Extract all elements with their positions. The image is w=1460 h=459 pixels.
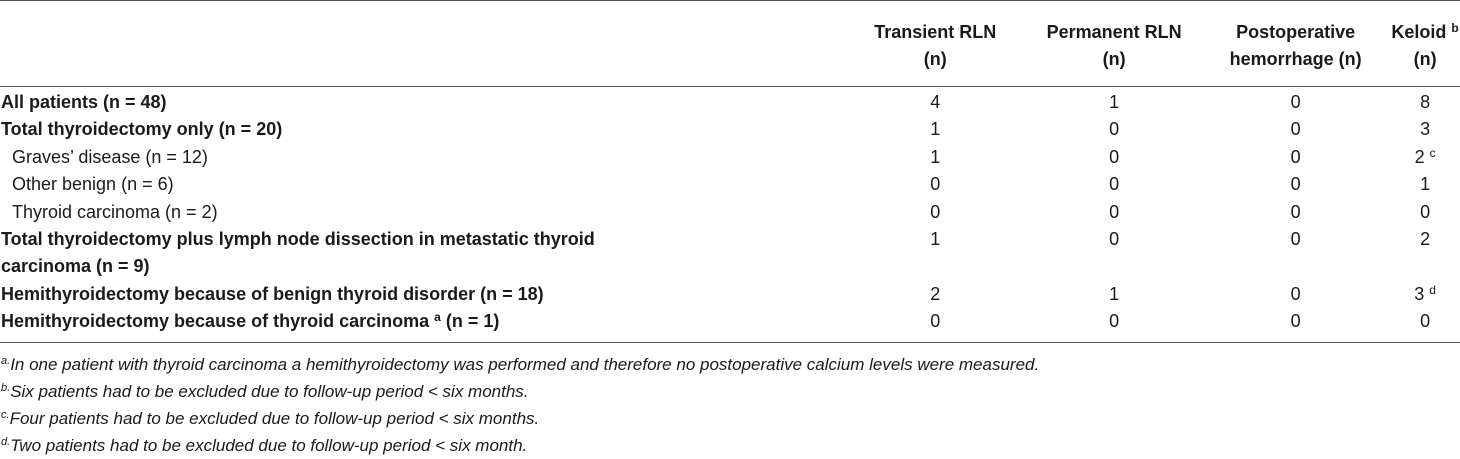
table-row (0, 144, 1460, 171)
cell-keloid: 1 (1420, 174, 1431, 195)
header-permanent-line2: (n) (1102, 49, 1126, 69)
footnote-mark: b. (1, 382, 11, 394)
header-permanent-rln (1027, 1, 1201, 87)
row-label: Hemithyroidectomy because of benign thyroid disorder (n = 18) (1, 283, 544, 304)
table-row (0, 308, 1460, 342)
footnote-mark: a. (1, 355, 11, 367)
table-row (0, 171, 1460, 198)
cell-hemorrhage: 0 (1290, 201, 1301, 222)
footnote (1, 378, 1039, 405)
keloid-footnote-mark: c (1429, 145, 1436, 160)
row-label-footnote-mark: a (434, 310, 441, 325)
footnote-text: Four patients had to be excluded due to follow-up period < six months. (9, 409, 540, 428)
cell-keloid: 3 (1420, 119, 1431, 140)
cell-hemorrhage: 0 (1290, 229, 1301, 250)
cell-permanent: 0 (1109, 174, 1120, 195)
cell-permanent: 0 (1109, 201, 1120, 222)
cell-permanent: 0 (1109, 146, 1120, 167)
row-label-pre: Hemithyroidectomy because of thyroid carcinoma (1, 311, 430, 332)
cell-keloid: 2 (1420, 229, 1431, 250)
table-row (0, 281, 1460, 308)
table-footnotes (1, 351, 1039, 459)
keloid-footnote-mark: d (1429, 282, 1436, 297)
row-label-line1: Total thyroidectomy plus lymph node dissection in metastatic thyroid (1, 229, 595, 250)
table-row (0, 87, 1460, 117)
cell-transient: 0 (930, 174, 941, 195)
header-transient-line1: Transient RLN (874, 22, 997, 42)
row-label (0, 226, 843, 281)
table-row (0, 199, 1460, 226)
table-row (0, 226, 1460, 281)
cell-keloid (1390, 144, 1460, 171)
cell-hemorrhage: 0 (1290, 174, 1301, 195)
cell-hemorrhage: 0 (1290, 311, 1301, 332)
header-transient-rln (843, 1, 1027, 87)
cell-keloid: 8 (1420, 92, 1431, 112)
cell-transient: 1 (930, 119, 941, 140)
header-keloid (1390, 1, 1460, 87)
row-label: Thyroid carcinoma (n = 2) (12, 201, 218, 222)
cell-transient: 4 (930, 92, 941, 112)
cell-hemorrhage: 0 (1290, 283, 1301, 304)
cell-keloid-value: 2 (1414, 146, 1425, 167)
header-postoperative-hemorrhage (1201, 1, 1390, 87)
footnote (1, 351, 1039, 378)
cell-transient: 1 (930, 146, 941, 167)
cell-keloid-value: 3 (1414, 283, 1425, 304)
table-header (0, 1, 1460, 87)
cell-hemorrhage: 0 (1290, 146, 1301, 167)
header-keloid-footnote-mark: b (1451, 21, 1459, 35)
table-row (0, 116, 1460, 143)
cell-permanent: 0 (1109, 229, 1120, 250)
footnote-mark: c. (1, 409, 10, 421)
header-hemorrhage-line1: Postoperative (1236, 22, 1356, 42)
cell-permanent: 0 (1109, 311, 1120, 332)
header-keloid-line1: Keloid (1391, 22, 1447, 42)
row-label: Graves’ disease (n = 12) (12, 146, 208, 167)
cell-permanent: 1 (1109, 92, 1120, 112)
header-permanent-line1: Permanent RLN (1046, 22, 1182, 42)
cell-keloid (1390, 281, 1460, 308)
row-label-post: (n = 1) (445, 311, 500, 332)
cell-transient: 1 (930, 229, 941, 250)
cell-permanent: 0 (1109, 119, 1120, 140)
footnote-text: Two patients had to be excluded due to follow-up period < six month. (10, 436, 528, 455)
cell-transient: 0 (930, 201, 941, 222)
header-row (0, 1, 1460, 87)
footnote-mark: d. (1, 436, 11, 448)
cell-hemorrhage: 0 (1290, 92, 1301, 112)
cell-permanent: 1 (1109, 283, 1120, 304)
row-label: All patients (n = 48) (1, 92, 167, 112)
header-keloid-line2: (n) (1413, 49, 1437, 69)
cell-transient: 2 (930, 283, 941, 304)
cell-hemorrhage: 0 (1290, 119, 1301, 140)
header-hemorrhage-line2: hemorrhage (n) (1229, 49, 1362, 69)
header-transient-line2: (n) (923, 49, 947, 69)
footnote (1, 405, 1039, 432)
footnote-text: Six patients had to be excluded due to follow-up period < six months. (10, 382, 529, 401)
footnote-text: In one patient with thyroid carcinoma a hemithyroidectomy was performed and therefore no postoperative calcium levels were measured. (10, 355, 1040, 374)
header-label-column (0, 1, 843, 87)
footnote (1, 432, 1039, 459)
row-label (0, 308, 843, 342)
table-body (0, 87, 1460, 343)
row-label: Total thyroidectomy only (n = 20) (1, 119, 283, 140)
cell-keloid: 0 (1420, 311, 1431, 332)
cell-transient: 0 (930, 311, 941, 332)
cell-keloid: 0 (1420, 201, 1431, 222)
row-label-line2: carcinoma (n = 9) (1, 256, 150, 277)
row-label: Other benign (n = 6) (12, 174, 174, 195)
